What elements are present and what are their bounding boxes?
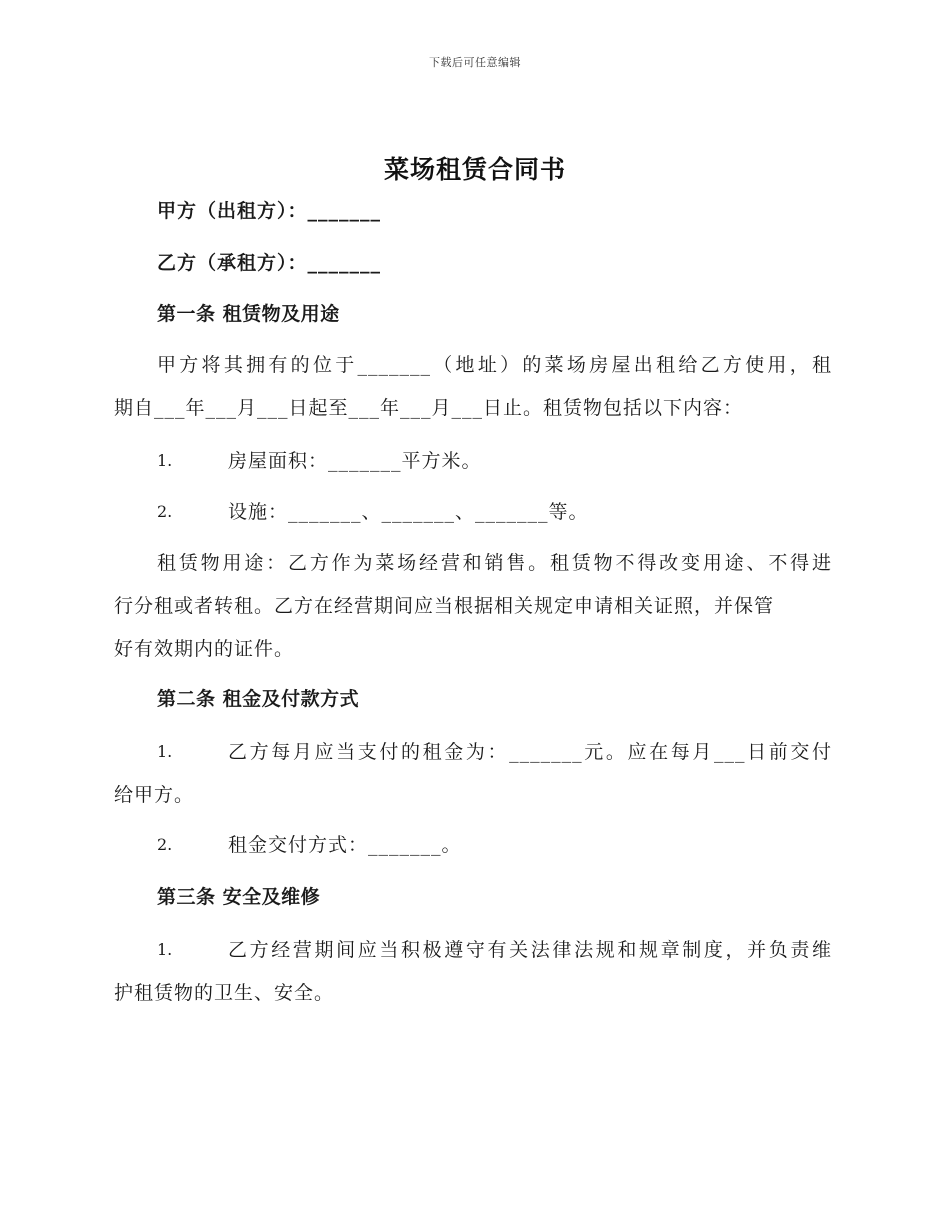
list-item-number: 1. <box>157 940 173 959</box>
article-1-usage-line: 租赁物用途：乙方作为菜场经营和销售。租赁物不得改变用途、不得进 <box>157 552 832 574</box>
list-item-text: 租金交付方式：_______。 <box>228 834 462 856</box>
list-item-text: 设施：_______、_______、_______等。 <box>228 501 589 523</box>
article-1-paragraph-line: 甲方将其拥有的位于_______（地址）的菜场房屋出租给乙方使用，租 <box>157 354 832 376</box>
article-1-heading: 第一条 租赁物及用途 <box>157 303 340 325</box>
party-b-line: 乙方（承租方）：_______ <box>157 252 382 274</box>
list-item-text: 乙方经营期间应当积极遵守有关法律法规和规章制度，并负责维 <box>228 939 832 961</box>
list-item-continuation: 给甲方。 <box>114 784 195 806</box>
list-item-continuation: 护租赁物的卫生、安全。 <box>114 982 335 1004</box>
article-2-heading: 第二条 租金及付款方式 <box>157 688 360 710</box>
header-note: 下载后可任意编辑 <box>429 56 521 69</box>
list-item-number: 1. <box>157 451 173 470</box>
list-item-number: 1. <box>157 742 173 761</box>
document-title: 菜场租赁合同书 <box>383 155 566 184</box>
article-3-heading: 第三条 安全及维修 <box>157 886 321 908</box>
list-item-text: 房屋面积：_______平方米。 <box>228 450 482 472</box>
list-item-number: 2. <box>157 502 173 521</box>
article-1-paragraph-line: 期自___年___月___日起至___年___月___日止。租赁物包括以下内容： <box>114 397 744 419</box>
party-a-line: 甲方（出租方）：_______ <box>157 200 382 222</box>
list-item-number: 2. <box>157 835 173 854</box>
list-item-text: 乙方每月应当支付的租金为：_______元。应在每月___日前交付 <box>228 741 832 763</box>
article-1-usage-line: 好有效期内的证件。 <box>114 638 295 660</box>
article-1-usage-line: 行分租或者转租。乙方在经营期间应当根据相关规定申请相关证照，并保管 <box>114 595 775 617</box>
